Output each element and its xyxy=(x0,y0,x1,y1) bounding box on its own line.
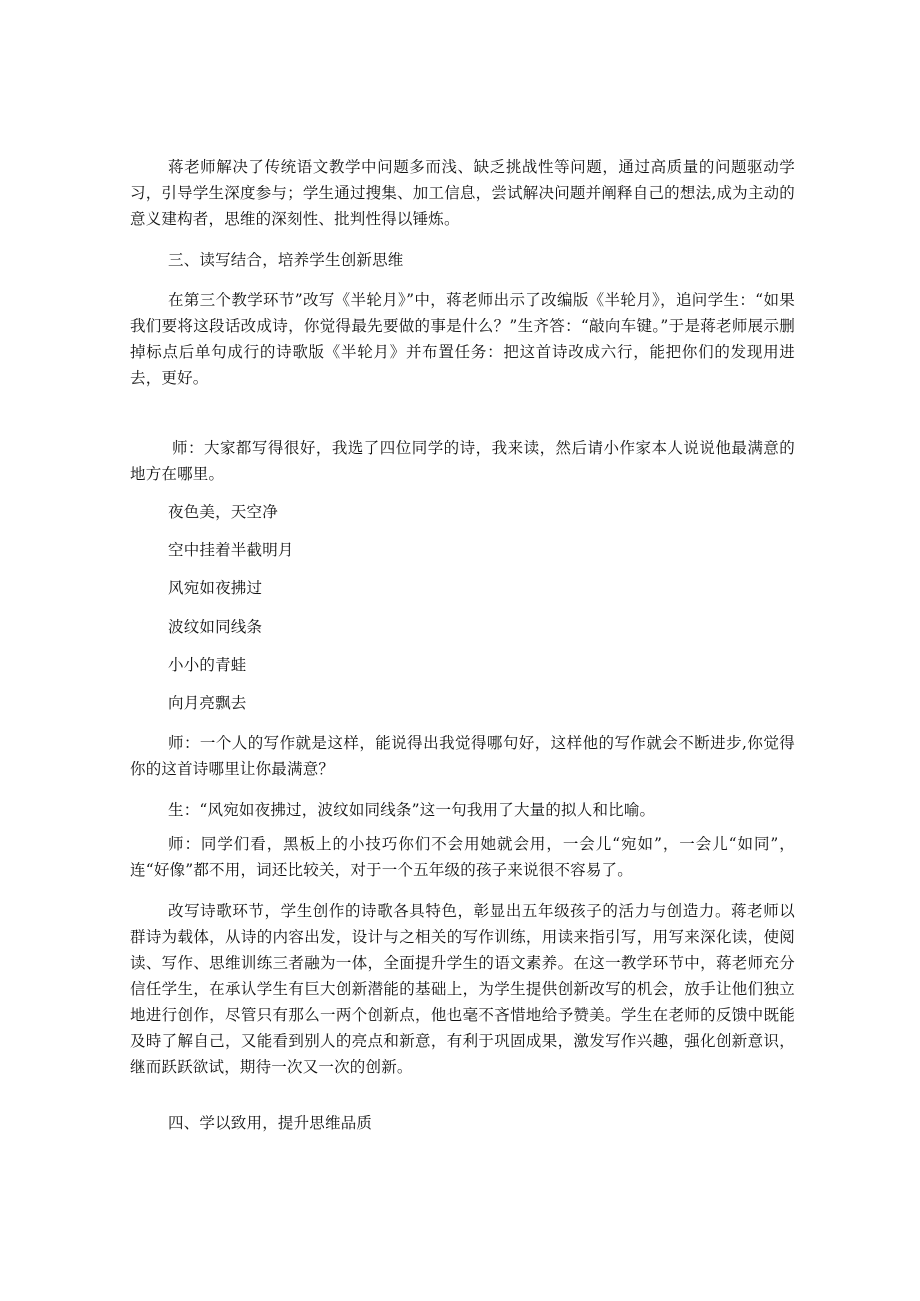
poem-line: 风宛如夜拂过 xyxy=(168,579,263,597)
poem-line: 向月亮飘去 xyxy=(168,694,247,712)
section-heading-4: 四、学以致用，提升思维品质 xyxy=(168,1114,373,1132)
paragraph-teacher-praise: 师：同学们看，黑板上的小技巧你们不会用她就会用，一会儿“宛如”，一会儿“如同”，连“好像”都不用，词还比较关，对于一个五年级的孩子来说很不容易了。 xyxy=(130,835,795,879)
poem-line: 空中挂着半截明月 xyxy=(168,541,294,559)
paragraph-teacher-summary: 蒋老师解决了传统语文教学中问题多而浅、缺乏挑战性等问题，通过高质量的问题驱动学习，引导学生深度参与；学生通过搜集、加工信息，尝试解决问题并阐释自己的想法,成为主动的意义建构者，思维的深刻性、批判性得以锤炼。 xyxy=(130,158,795,228)
paragraph-teacher-prompt: 师：大家都写得很好，我选了四位同学的诗，我来读，然后请小作家本人说说他最满意的地方在哪里。 xyxy=(130,439,795,483)
poem-line: 小小的青蛙 xyxy=(168,656,247,674)
section-heading-3: 三、读写结合，培养学生创新思维 xyxy=(168,251,404,269)
poem-line: 夜色美，天空净 xyxy=(168,503,278,521)
paragraph-student-answer: 生：“风宛如夜拂过，波纹如同线条”这一句我用了大量的拟人和比喻。 xyxy=(168,801,656,819)
paragraph-teacher-question: 师：一个人的写作就是这样，能说得出我觉得哪句好，这样他的写作就会不断进步,你觉得你的这首诗哪里让你最满意？ xyxy=(130,734,795,778)
paragraph-reflection: 改写诗歌环节，学生创作的诗歌各具特色，彰显出五年级孩子的活力与创造力。蒋老师以群诗为载体，从诗的内容出发，设计与之相关的写作训练，用读来指引写，用写来深化读，使阅读、写作、思维训练三者融为一体，全面提升学生的语文素养。在这一教学环节中，蒋老师充分信任学生，在承认学生有巨大创新潜能的基础上，为学生提供创新改写的机会，放手让他们独立地进行创作，尽管只有那么一两个创新点，他也毫不吝惜地给予赞美。学生在老师的反馈中既能及時了解自己，又能看到别人的亮点和新意，有利于巩固成果，激发写作兴趣，强化创新意识，继而跃跃欲试，期待一次又一次的创新。 xyxy=(130,902,795,1076)
poem-line: 波纹如同线条 xyxy=(168,618,263,636)
paragraph-rewrite-task: 在第三个教学环节”改写《半轮月》”中，蒋老师出示了改编版《半轮月》，追问学生：“如果我们要将这段话改成诗，你觉得最先要做的事是什么？”生齐答：“敲向车键。”于是蒋老师展示删掉标点后单句成行的诗歌版《半轮月》并布置任务：把这首诗改成六行，能把你们的发现用进去，更好。 xyxy=(130,291,795,387)
